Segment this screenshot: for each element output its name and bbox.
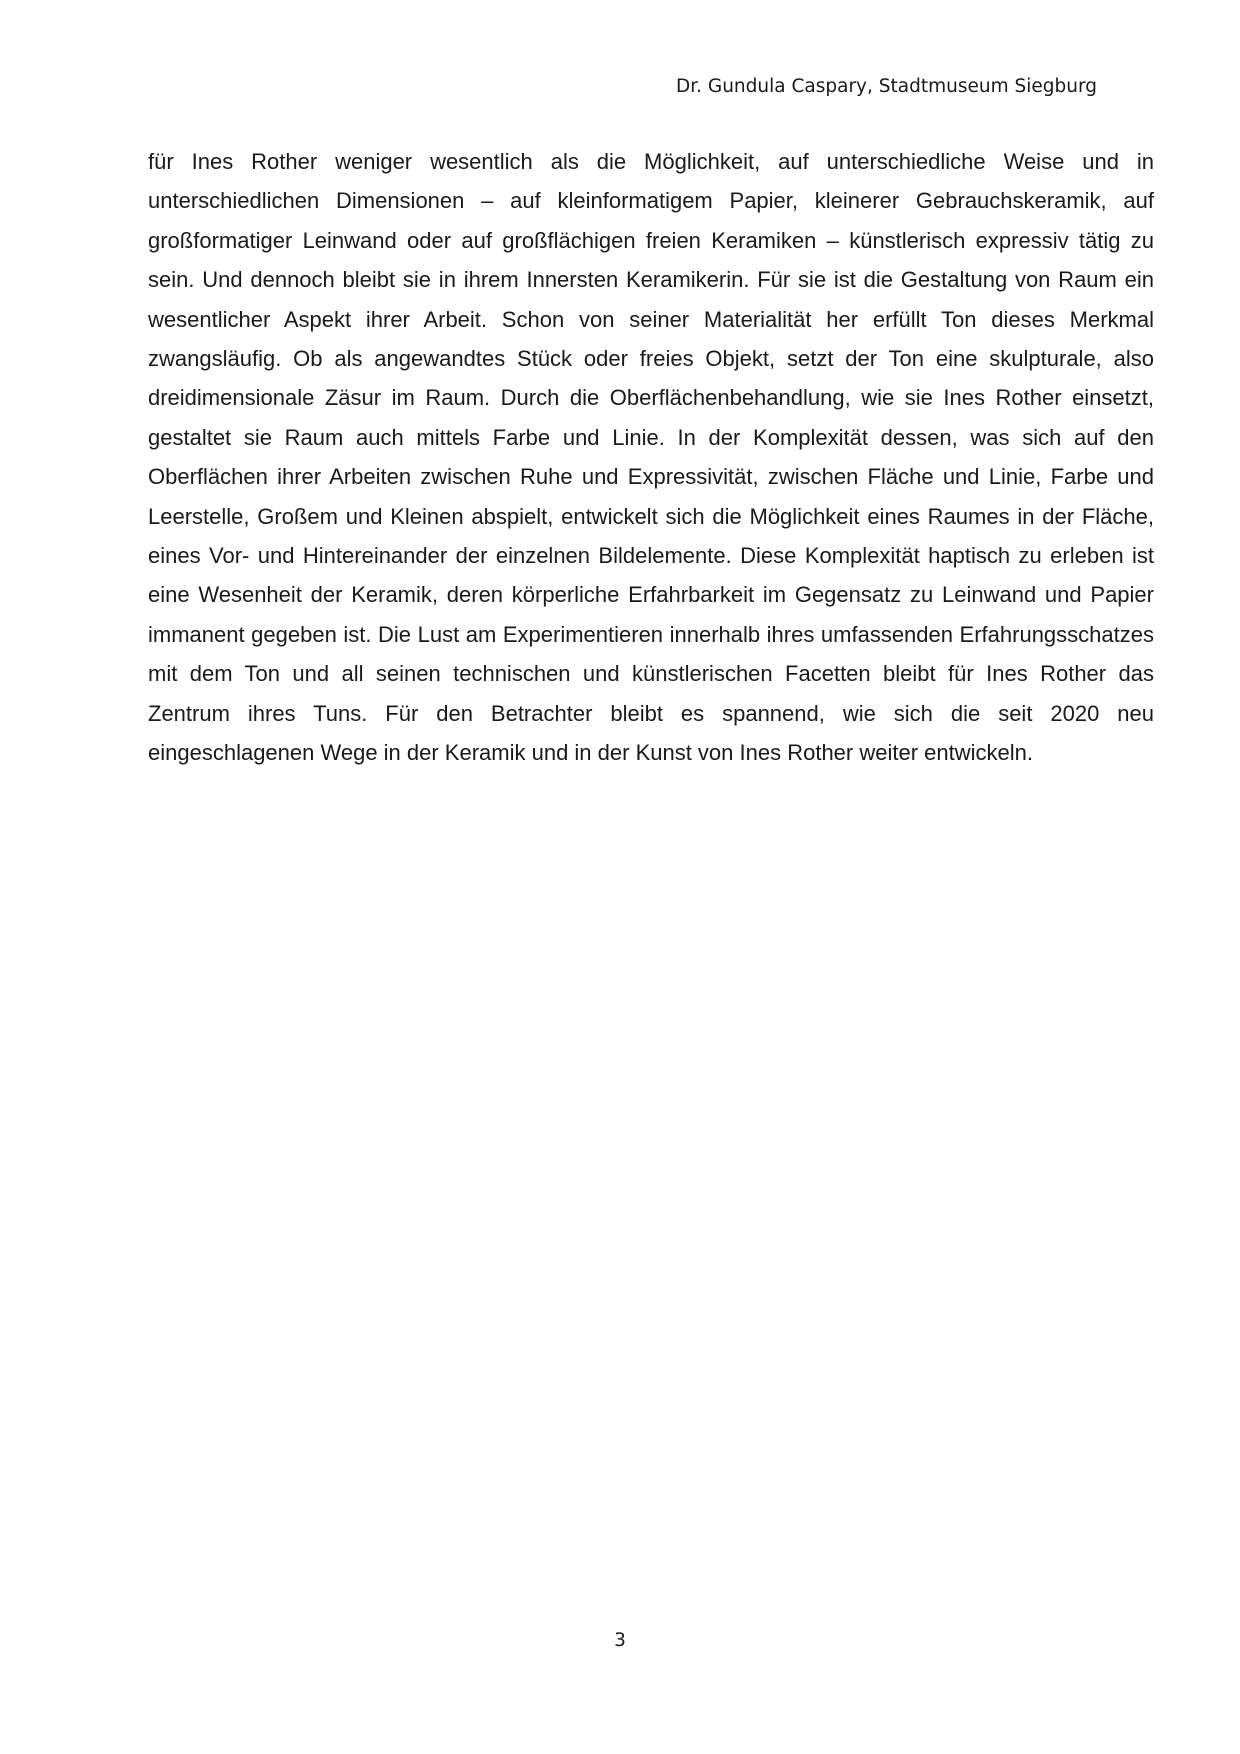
page-number: 3 xyxy=(614,1630,626,1651)
body-paragraph: für Ines Rother weniger wesentlich als die Möglichkeit, auf unterschiedliche Weise und in unterschiedlichen Dimensionen – auf kleinformatigem Papier, kleinerer Gebrauchskeramik, auf großformatiger Leinwand oder auf großflächigen freien Keramiken – künstlerisch expressiv tätig zu sein. Und dennoch bleibt sie in ihrem Innersten Keramikerin. Für sie ist die Gestaltung von Raum ein wesentlicher Aspekt ihrer Arbeit. Schon von seiner Materialität her erfüllt Ton dieses Merkmal zwangsläufig. Ob als angewandtes Stück oder freies Objekt, setzt der Ton eine skulpturale, also dreidimensionale Zäsur im Raum. Durch die Oberflächenbehandlung, wie sie Ines Rother einsetzt, gestaltet sie Raum auch mittels Farbe und Linie. In der Komplexität dessen, was sich auf den Oberflächen ihrer Arbeiten zwischen Ruhe und Expressivität, zwischen Fläche und Linie, Farbe und Leerstelle, Großem und Kleinen abspielt, entwickelt sich die Möglichkeit eines Raumes in der Fläche, eines Vor- und Hintereinander der einzelnen Bildelemente. Diese Komplexität haptisch zu erleben ist eine Wesenheit der Keramik, deren körperliche Erfahrbarkeit im Gegensatz zu Leinwand und Papier immanent gegeben ist. Die Lust am Experimentieren innerhalb ihres umfassenden Erfahrungsschatzes mit dem Ton und all seinen technischen und künstlerischen Facetten bleibt für Ines Rother das Zentrum ihres Tuns. Für den Betrachter bleibt es spannend, wie sich die seit 2020 neu eingeschlagenen Wege in der Keramik und in der Kunst von Ines Rother weiter entwickeln. xyxy=(148,149,1154,766)
running-header: Dr. Gundula Caspary, Stadtmuseum Siegburg xyxy=(675,76,1097,97)
